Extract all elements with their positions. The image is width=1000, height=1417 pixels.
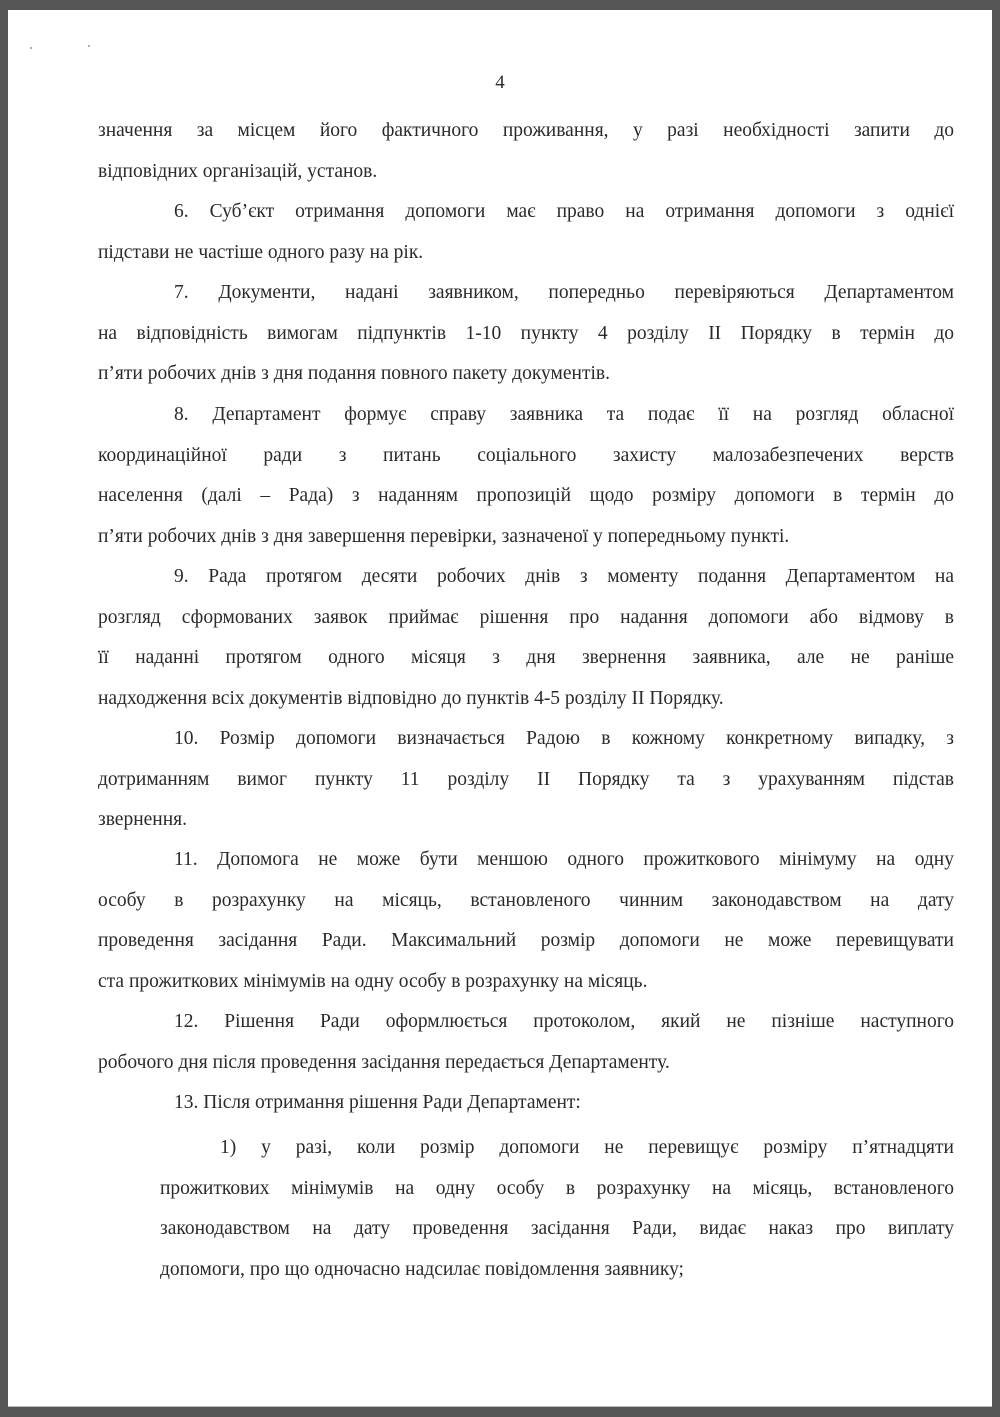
text-line: прожиткових мінімумів на одну особу в розрахунку на місяць, встановленого: [160, 1177, 954, 1199]
paragraph-12: [98, 1002, 954, 1083]
paragraph-11: [98, 840, 954, 1002]
text-line: 7. Документи, надані заявником, попередньо перевіряються Департаментом: [174, 282, 954, 303]
text-line: 8. Департамент формує справу заявника та подає її на розгляд обласної: [174, 404, 954, 425]
text-line: підстави не частіше одного разу на рік.: [98, 241, 424, 263]
text-line: звернення.: [98, 809, 188, 830]
text-line: розгляд сформованих заявок приймає рішення про надання допомоги або відмову в: [98, 606, 954, 628]
text-line: координаційної ради з питань соціального захисту малозабезпечених верств: [98, 444, 954, 466]
text-line: п’яти робочих днів з дня завершення перевірки, зазначеної у попередньому пункті.: [98, 525, 790, 547]
text-line: проведення засідання Ради. Максимальний розмір допомоги не може перевищувати: [98, 930, 954, 951]
text-line: ста прожиткових мінімумів на одну особу в розрахунку на місяць.: [98, 970, 648, 992]
paragraph-7: [98, 273, 954, 395]
scan-speck: [30, 47, 32, 49]
text-line: надходження всіх документів відповідно до пунктів 4-5 розділу ІІ Порядку.: [98, 687, 724, 709]
text-line: 12. Рішення Ради оформлюється протоколом, який не пізніше наступного: [174, 1011, 954, 1032]
text-line: її наданні протягом одного місяця з дня звернення заявника, але не раніше: [98, 647, 954, 668]
text-line: дотриманням вимог пункту 11 розділу ІІ Порядку та з урахуванням підстав: [98, 768, 954, 790]
text-line: робочого дня після проведення засідання передається Департаменту.: [98, 1051, 670, 1073]
text-line: на відповідність вимогам підпунктів 1-10 пункту 4 розділу ІІ Порядку в термін до: [98, 322, 954, 344]
text-line: відповідних організацій, установ.: [98, 160, 378, 182]
text-line: 11. Допомога не може бути меншою одного прожиткового мінімуму на одну: [174, 849, 954, 870]
paragraph-13: [98, 1083, 954, 1124]
text-line: допомоги, про що одночасно надсилає повідомлення заявнику;: [160, 1258, 684, 1280]
paragraph-continuation: [98, 111, 954, 192]
paragraph-10: [98, 719, 954, 841]
text-line: 1) у разі, коли розмір допомоги не перевищує розміру п’ятнадцяти: [220, 1137, 954, 1158]
text-line: 6. Суб’єкт отримання допомоги має право на отримання допомоги з однієї: [174, 201, 954, 222]
text-line: населення (далі – Рада) з наданням пропозицій щодо розміру допомоги в термін до: [98, 485, 954, 506]
page-number: 4: [495, 72, 505, 93]
paragraph-8: [98, 395, 954, 557]
paragraph-6: [98, 192, 954, 273]
text-line: значення за місцем його фактичного проживання, у разі необхідності запити до: [98, 120, 954, 141]
text-line: особу в розрахунку на місяць, встановленого чинним законодавством на дату: [98, 889, 954, 911]
scan-speck: [88, 45, 90, 47]
document-page: [8, 10, 992, 1407]
paragraph-9: [98, 557, 954, 719]
text-line: 9. Рада протягом десяти робочих днів з моменту подання Департаментом на: [174, 566, 954, 587]
text-line: 10. Розмір допомоги визначається Радою в кожному конкретному випадку, з: [174, 728, 954, 749]
text-line: 13. Після отримання рішення Ради Департамент:: [174, 1092, 581, 1113]
text-line: п’яти робочих днів з дня подання повного пакету документів.: [98, 363, 610, 384]
paragraph-13-1: [160, 1128, 954, 1290]
text-line: законодавством на дату проведення засідання Ради, видає наказ про виплату: [160, 1218, 954, 1239]
